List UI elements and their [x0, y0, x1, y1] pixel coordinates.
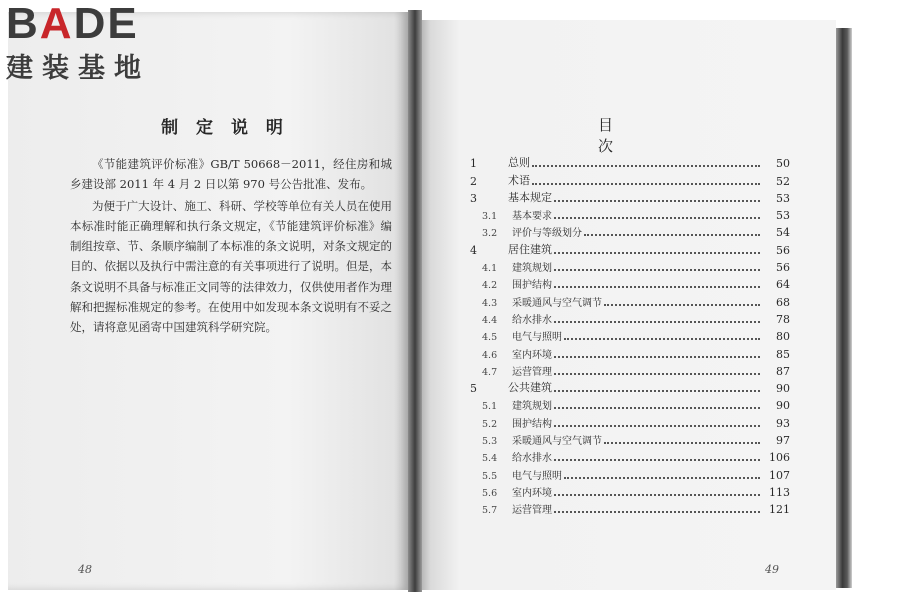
toc-entry-page: 107	[769, 468, 790, 482]
toc-leader-dots	[554, 459, 760, 461]
toc-entry-label: 电气与照明	[512, 332, 562, 344]
toc-leader-dots	[554, 494, 760, 496]
toc-entry-page: 56	[776, 261, 790, 275]
toc-entry-label: 室内环境	[512, 349, 552, 361]
toc-entry[interactable]	[470, 153, 790, 170]
watermark-logo	[6, 2, 150, 84]
toc-title: 目 次	[598, 116, 701, 155]
toc-entry[interactable]	[470, 464, 790, 481]
paragraph: 为便于广大设计、施工、科研、学校等单位有关人员在使用本标准时能正确理解和执行条文规定，《节能建筑评价标准》编制组按章、节、条顺序编制了本标准的条文说明，对条文规定的目的、依据以及执行中需注意的有关事项进行了说明。但是，本条文说明不具备与标准正文同等的法律效力，仅供使用者作为理解和把握标准规定的参考。在使用中如发现本条文说明有不妥之处，请将意见函寄中国建筑科学研究院。	[70, 198, 392, 335]
toc-entry[interactable]	[470, 257, 790, 274]
left-page-title: 制 定 说 明	[161, 118, 289, 138]
toc-entry[interactable]	[470, 482, 790, 499]
watermark-brand-letter: A	[39, 0, 74, 48]
toc-entry-number: 5.1	[482, 401, 498, 413]
toc-entry-page: 50	[776, 157, 790, 171]
toc-entry-label: 采暖通风与空气调节	[512, 436, 602, 448]
toc-entry-number: 4.1	[482, 263, 498, 275]
toc-entry-page: 87	[776, 364, 790, 378]
toc-leader-dots	[554, 511, 760, 513]
watermark-brand-letter: B	[6, 0, 40, 48]
toc-entry-page: 64	[776, 278, 790, 292]
toc-entry-label: 居住建筑	[508, 242, 552, 256]
toc-leader-dots	[554, 252, 760, 254]
toc-entry-page: 56	[776, 243, 790, 257]
toc-entry-number: 4.2	[482, 280, 498, 292]
toc-entry-label: 建筑规划	[512, 401, 552, 413]
toc-entry[interactable]	[470, 447, 790, 464]
toc-leader-dots	[554, 407, 760, 409]
toc-entry-page: 106	[769, 451, 790, 465]
toc-entry-number: 5.5	[482, 470, 498, 482]
toc-entry-label: 给水排水	[512, 314, 552, 326]
toc-entry-label: 基本规定	[508, 190, 552, 204]
watermark-brand	[6, 2, 150, 46]
toc-leader-dots	[584, 234, 760, 236]
toc-entry-page: 53	[776, 209, 790, 223]
toc-entry-page: 68	[776, 295, 790, 309]
toc-entry-number: 3	[470, 191, 477, 205]
toc-entry-number: 4.3	[482, 297, 498, 309]
watermark-subtitle: 建装基地	[6, 53, 150, 84]
toc-entry-label: 建筑规划	[512, 263, 552, 275]
toc-entry-page: 90	[776, 399, 790, 413]
toc-entry-label: 总则	[508, 156, 530, 170]
toc-entry[interactable]	[470, 343, 790, 360]
toc-leader-dots	[554, 217, 760, 219]
toc-entry-page: 53	[776, 191, 790, 205]
toc-entry-page: 90	[776, 382, 790, 396]
toc-entry-number: 3.2	[482, 228, 498, 240]
toc-entry-number: 4.6	[482, 349, 498, 361]
toc-entry-number: 5.7	[482, 505, 498, 517]
toc-leader-dots	[554, 356, 760, 358]
toc-leader-dots	[554, 269, 760, 271]
toc-leader-dots	[554, 321, 760, 323]
toc-entry-number: 4.7	[482, 366, 498, 378]
table-of-contents	[470, 153, 790, 516]
toc-entry[interactable]	[470, 309, 790, 326]
toc-entry-number: 5.3	[482, 436, 498, 448]
toc-entry[interactable]	[470, 205, 790, 222]
watermark-brand-letter: D	[73, 0, 108, 48]
toc-entry[interactable]	[470, 326, 790, 343]
toc-entry-label: 采暖通风与空气调节	[512, 297, 602, 309]
toc-entry[interactable]	[470, 222, 790, 239]
left-page-body	[70, 154, 392, 339]
toc-leader-dots	[564, 477, 760, 479]
toc-entry[interactable]	[470, 361, 790, 378]
toc-leader-dots	[532, 183, 760, 185]
toc-entry-number: 4	[470, 243, 477, 257]
toc-entry-number: 4.4	[482, 314, 498, 326]
toc-leader-dots	[604, 304, 760, 306]
toc-entry[interactable]	[470, 430, 790, 447]
toc-entry-label: 电气与照明	[512, 470, 562, 482]
toc-entry-label: 运营管理	[512, 366, 552, 378]
toc-entry-page: 52	[776, 174, 790, 188]
toc-entry[interactable]	[470, 274, 790, 291]
toc-entry-page: 78	[776, 312, 790, 326]
toc-leader-dots	[604, 442, 760, 444]
toc-entry-number: 1	[470, 157, 477, 171]
toc-entry-page: 85	[776, 347, 790, 361]
toc-entry-page: 121	[769, 503, 790, 517]
toc-entry[interactable]	[470, 412, 790, 429]
toc-entry-label: 评价与等级划分	[512, 228, 582, 240]
toc-entry-label: 运营管理	[512, 505, 552, 517]
right-page-number: 49	[765, 563, 779, 576]
toc-entry-number: 5.4	[482, 453, 498, 465]
page-edge	[836, 28, 852, 588]
toc-leader-dots	[554, 425, 760, 427]
toc-entry-label: 围护结构	[512, 280, 552, 292]
toc-entry-label: 给水排水	[512, 453, 552, 465]
toc-entry-page: 80	[776, 330, 790, 344]
toc-entry-label: 室内环境	[512, 487, 552, 499]
left-page-number: 48	[78, 563, 92, 576]
toc-entry-label: 基本要求	[512, 211, 552, 223]
book-gutter	[408, 10, 422, 592]
toc-entry-page: 97	[776, 434, 790, 448]
toc-entry[interactable]	[470, 499, 790, 516]
toc-entry-number: 5.2	[482, 418, 498, 430]
toc-entry-page: 113	[769, 485, 790, 499]
toc-entry[interactable]	[470, 378, 790, 395]
toc-entry[interactable]	[470, 188, 790, 205]
toc-leader-dots	[554, 286, 760, 288]
toc-entry-number: 2	[470, 174, 477, 188]
toc-entry-label: 术语	[508, 173, 530, 187]
toc-entry-label: 围护结构	[512, 418, 552, 430]
toc-leader-dots	[554, 200, 760, 202]
toc-leader-dots	[564, 338, 760, 340]
paragraph: 《节能建筑评价标准》GB/T 50668－2011，经住房和城乡建设部 2011 年 4 月 2 日以第 970 号公告批准、发布。	[70, 157, 392, 192]
toc-entry-page: 54	[776, 226, 790, 240]
toc-entry-number: 5.6	[482, 487, 498, 499]
toc-entry[interactable]	[470, 170, 790, 187]
toc-entry-number: 5	[470, 382, 477, 396]
toc-entry-number: 3.1	[482, 211, 498, 223]
toc-leader-dots	[554, 390, 760, 392]
toc-entry-page: 93	[776, 416, 790, 430]
toc-entry[interactable]	[470, 291, 790, 308]
toc-entry[interactable]	[470, 395, 790, 412]
toc-entry-number: 4.5	[482, 332, 498, 344]
toc-leader-dots	[554, 373, 760, 375]
toc-leader-dots	[532, 165, 760, 167]
watermark-brand-letter: E	[107, 0, 139, 48]
toc-entry[interactable]	[470, 239, 790, 256]
toc-entry-label: 公共建筑	[508, 381, 552, 395]
